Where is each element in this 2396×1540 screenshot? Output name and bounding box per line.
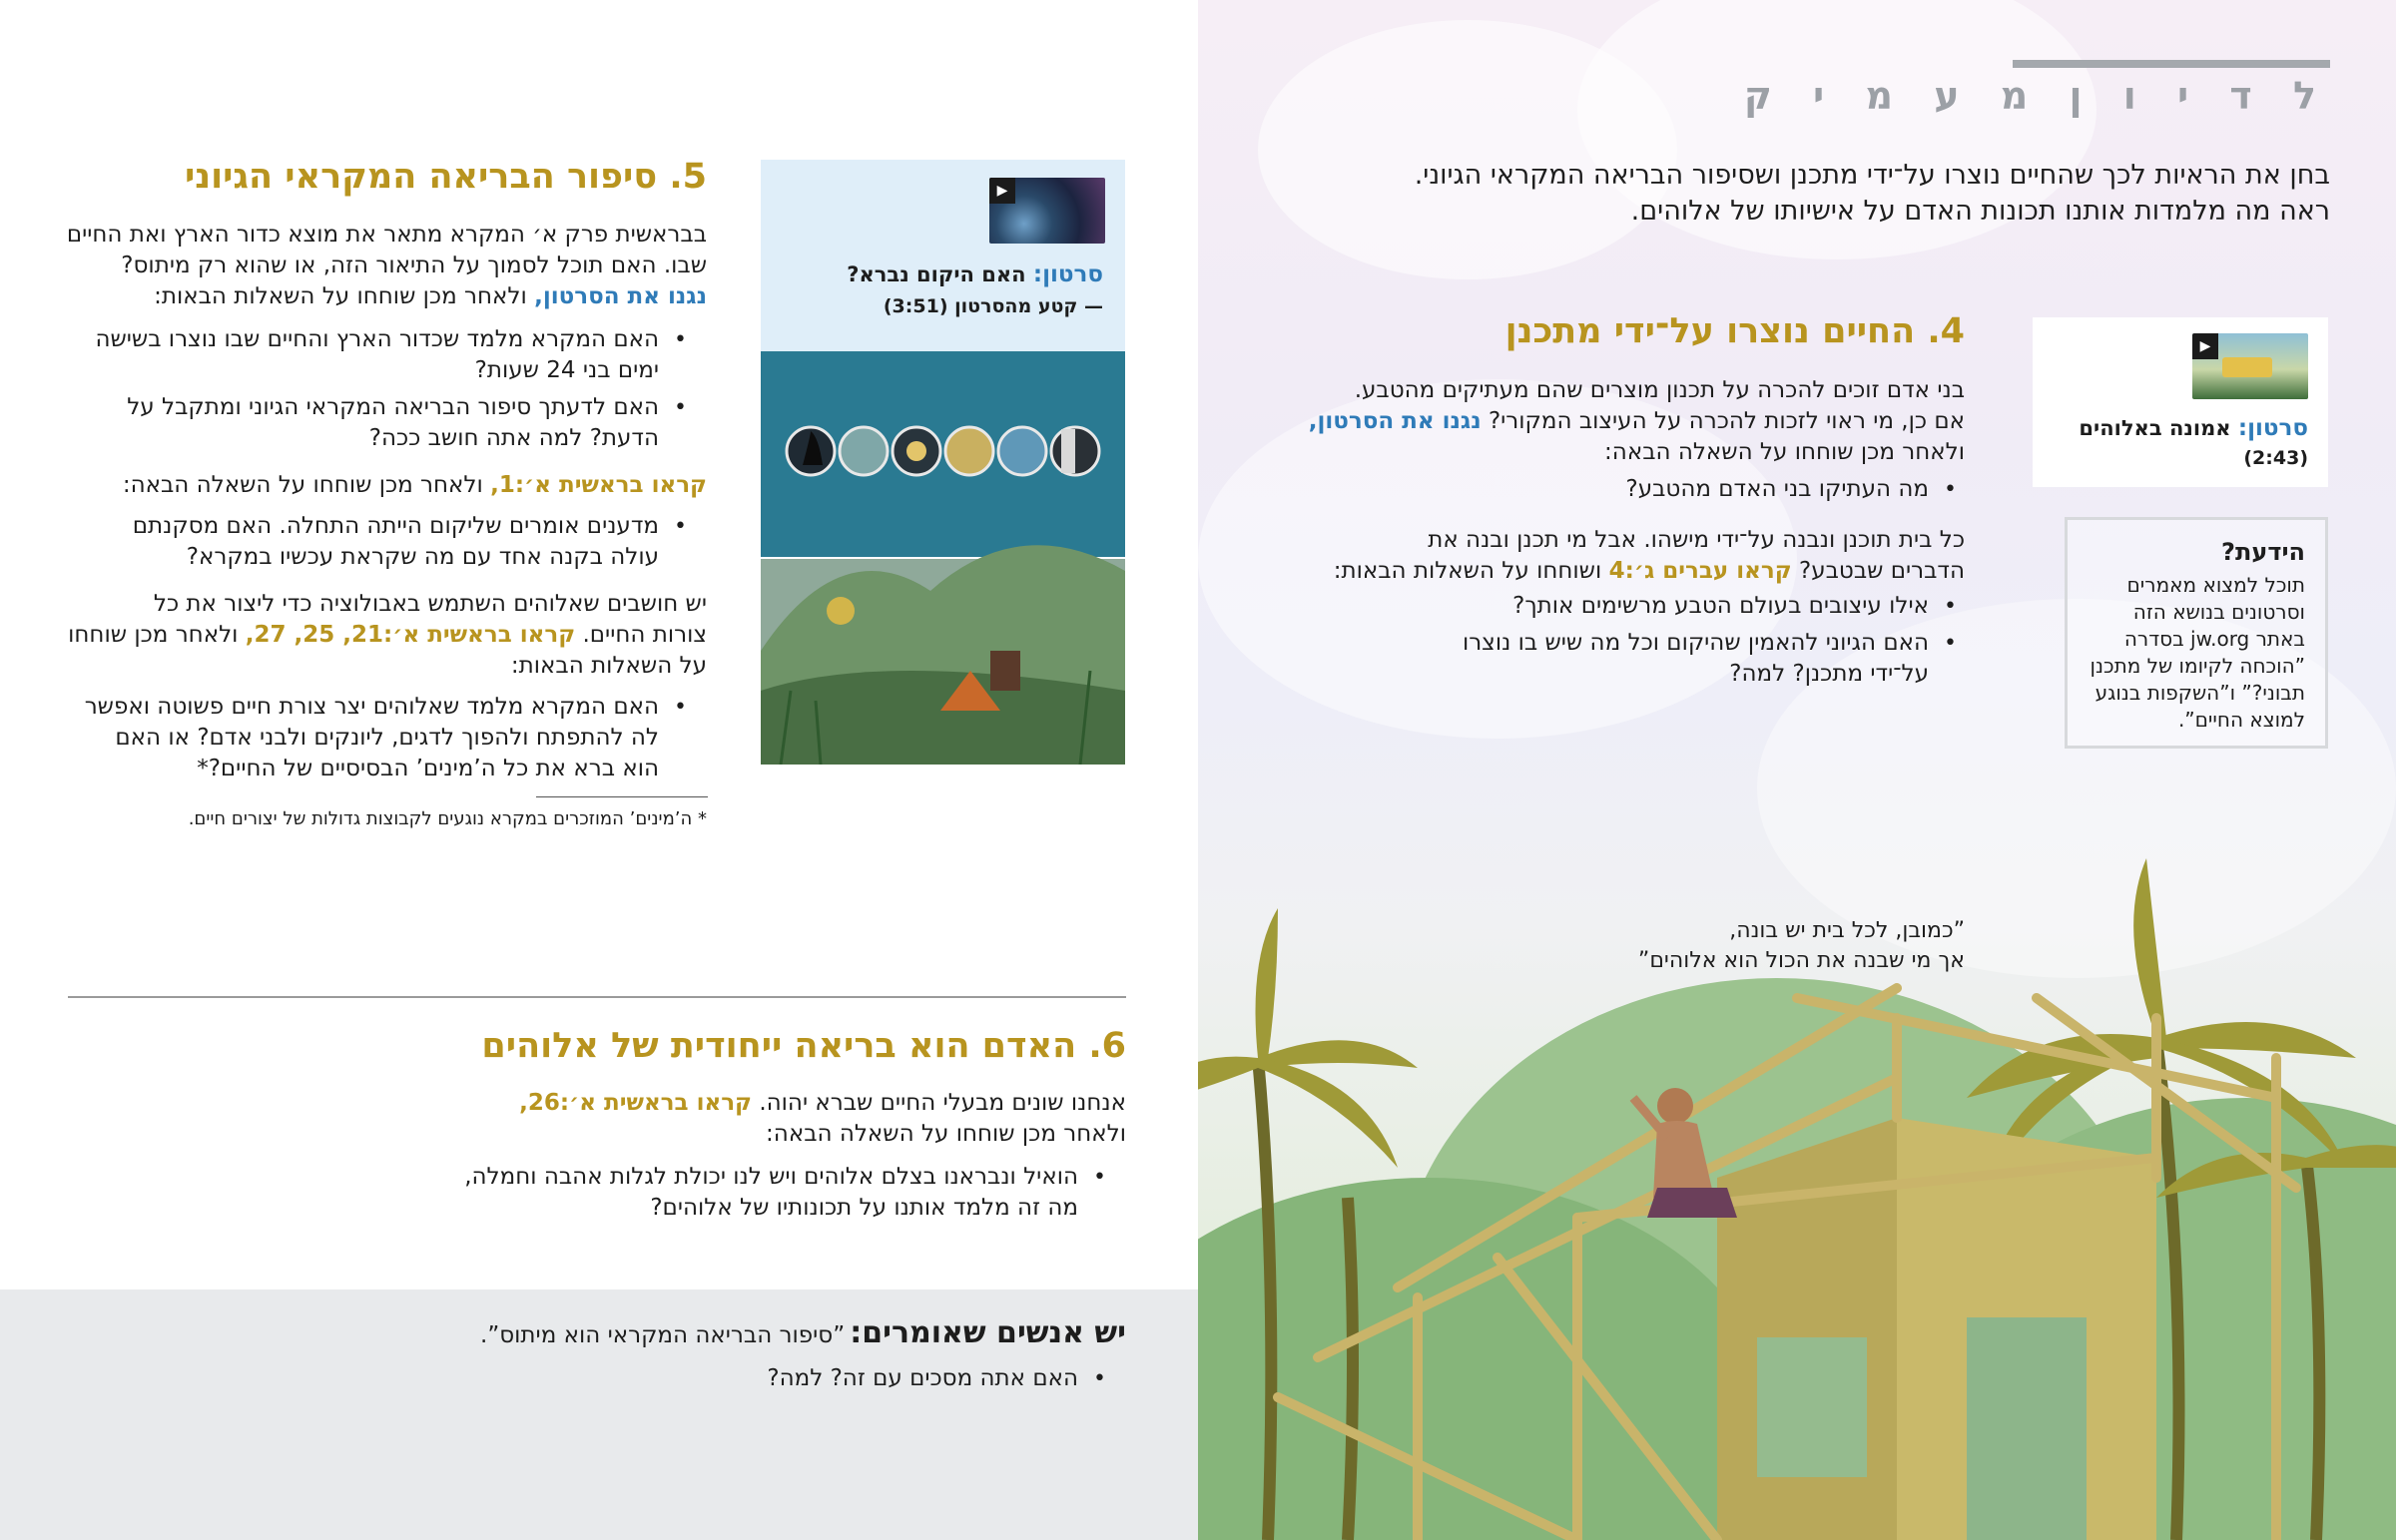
section-5-title: 5. סיפור הבריאה המקראי הגיוני bbox=[184, 157, 707, 197]
some-say-questions bbox=[180, 1363, 1126, 1400]
section-5-text-part: צורות החיים. bbox=[582, 622, 707, 648]
section-4-text: כל בית תוכנן ונבנה על־ידי מישהו. אבל מי תכנן ובנה את bbox=[1428, 527, 1965, 553]
video-title-line bbox=[847, 261, 1103, 287]
video-subtitle: — קטע מהסרטון (3:51) bbox=[883, 295, 1103, 317]
question-line: הואיל ונבראנו בצלם אלוהים ויש לנו יכולת לגלות אהבה וחמלה, bbox=[464, 1164, 1078, 1190]
section-5-text: על השאלות הבאות: bbox=[510, 653, 707, 679]
video-card-header bbox=[761, 160, 1125, 351]
intro-line: ראה מה מלמדות אותנו תכונות האדם על אישיותו של אלוהים. bbox=[1630, 196, 2330, 227]
question-line: האם הגיוני להאמין שהיקום וכל מה שיש בו נוצרו bbox=[1462, 630, 1929, 656]
section-4-text bbox=[1246, 406, 1965, 437]
question-line: לה להתפתח ולהפוך לדגים, ליונקים ולבני אדם? או האם bbox=[115, 725, 659, 751]
did-you-know-box bbox=[2065, 517, 2328, 749]
thumbnail-art bbox=[2222, 357, 2272, 377]
section-5-text bbox=[48, 281, 707, 312]
footnote-rule bbox=[536, 796, 708, 797]
video-card-faith[interactable] bbox=[2033, 317, 2328, 487]
section-5-questions bbox=[48, 511, 707, 573]
scripture-link[interactable]: קראו עברים ג׳:4 bbox=[1608, 558, 1792, 584]
some-say-label: יש אנשים שאומרים: bbox=[850, 1315, 1126, 1350]
play-icon[interactable]: ▶ bbox=[989, 178, 1015, 204]
video-title-line bbox=[2079, 415, 2308, 441]
section-5-text: בבראשית פרק א׳ המקרא מתאר את מוצא כדור הארץ ואת החיים bbox=[66, 222, 707, 248]
scripture-link[interactable]: קראו בראשית א׳:1, bbox=[490, 472, 707, 498]
question-line: האם המקרא מלמד שכדור הארץ והחיים שבו נוצרו בשישה bbox=[95, 326, 659, 352]
question-item bbox=[48, 392, 659, 454]
page-heading-rule bbox=[2013, 60, 2330, 68]
scripture-link[interactable]: קראו בראשית א׳:26, bbox=[519, 1090, 752, 1116]
section-5-text bbox=[48, 620, 707, 651]
video-duration: (2:43) bbox=[2243, 447, 2308, 469]
section-4-text-part: אם כן, מי ראוי לזכות להכרה על העיצוב המקורי? bbox=[1488, 408, 1965, 434]
section-6-text: ולאחר מכן שוחחו על השאלה הבאה: bbox=[766, 1121, 1126, 1147]
play-video-link[interactable]: נגנו את הסרטון, bbox=[534, 283, 707, 309]
question-line: האם לדעתך סיפור הבריאה המקראי הגיוני ומתקבל על bbox=[127, 394, 659, 420]
quote-line: ”כמובן, לכל בית יש בונה, bbox=[1729, 918, 1965, 943]
intro-text bbox=[1292, 158, 2330, 230]
video-card-universe[interactable] bbox=[761, 160, 1125, 765]
question-item bbox=[48, 324, 659, 386]
intro-line: בחן את הראיות לכך שהחיים נוצרו על־ידי מתכנן ושסיפור הבריאה המקראי הגיוני. bbox=[1414, 160, 2330, 191]
did-you-know-title: הידעת? bbox=[2221, 538, 2305, 566]
video-thumbnail[interactable] bbox=[989, 178, 1105, 244]
video-label: סרטון: bbox=[1032, 261, 1103, 287]
right-page bbox=[1198, 0, 2396, 1540]
section-5-text bbox=[48, 470, 707, 501]
section-5-text-part: ולאחר מכן שוחחו bbox=[68, 622, 239, 648]
section-4-questions bbox=[1246, 591, 1965, 690]
section-4-text-part: הדברים שבטבע? bbox=[1799, 558, 1965, 584]
section-5-questions bbox=[48, 324, 707, 454]
play-video-link[interactable]: נגנו את הסרטון, bbox=[1308, 408, 1482, 434]
some-say-quote: ”סיפור הבריאה המקראי הוא מיתוס”. bbox=[480, 1322, 846, 1348]
question-line: האם המקרא מלמד שאלוהים יצר צורת חיים פשוטה ואפשר bbox=[84, 694, 659, 720]
section-5-questions bbox=[48, 692, 707, 784]
section-4-text-part: ושוחחו על השאלות הבאות: bbox=[1333, 558, 1602, 584]
section-6-title: 6. האדם הוא בריאה ייחודית של אלוהים bbox=[481, 1026, 1126, 1066]
section-6-text bbox=[228, 1088, 1126, 1119]
section-4-title: 4. החיים נוצרו על־ידי מתכנן bbox=[1504, 311, 1965, 351]
section-4-body bbox=[1246, 375, 1965, 696]
question-line: מדענים אומרים שליקום הייתה התחלה. האם מסקנתם bbox=[132, 513, 659, 539]
section-5-text-part: ולאחר מכן שוחחו על השאלה הבאה: bbox=[122, 472, 483, 498]
question-line: ימים בני 24 שעות? bbox=[474, 357, 659, 383]
section-5-text: יש חושבים שאלוהים השתמש באבולוציה כדי ליצור את כל bbox=[153, 591, 707, 617]
section-4-questions bbox=[1246, 474, 1965, 505]
footnote: * ה’מינים’ המוזכרים במקרא נוגעים לקבוצות גדולות של יצורים חיים. bbox=[188, 808, 707, 829]
question-line: על־ידי מתכנן? למה? bbox=[1729, 661, 1929, 687]
question-item: • האם אתה מסכים עם זה? למה? bbox=[180, 1363, 1078, 1394]
video-thumbnail[interactable] bbox=[2192, 333, 2308, 399]
question-item bbox=[1246, 628, 1929, 690]
section-4-text bbox=[1246, 556, 1965, 587]
section-4-text: ולאחר מכן שוחחו על השאלה הבאה: bbox=[1604, 439, 1965, 465]
question-line: מה זה מלמד אותנו על תכונותיו של אלוהים? bbox=[650, 1195, 1078, 1221]
question-item: • אילו עיצובים בעולם הטבע מרשימים אותך? bbox=[1246, 591, 1929, 622]
section-6-body bbox=[228, 1088, 1126, 1230]
section-5-text: שבו. האם תוכל לסמוך על התיאור הזה, או שהוא רק מיתוס? bbox=[121, 253, 707, 278]
question-line: עולה בקנה אחד עם מה שקראת עכשיו במקרא? bbox=[186, 544, 659, 570]
quote-line: אך מי שבנה את הכול הוא אלוהים” bbox=[1637, 948, 1965, 973]
section-5-text-part: ולאחר מכן שוחחו על השאלות הבאות: bbox=[154, 283, 527, 309]
section-6-text-part: אנחנו שונים מבעלי החיים שברא יהוה. bbox=[759, 1090, 1126, 1116]
some-say-heading bbox=[480, 1315, 1126, 1350]
question-line: הוא ברא את כל ה’מינים’ הבסיסיים של החיים?* bbox=[197, 756, 659, 781]
page-heading: ל ד י ו ן מ ע מ י ק bbox=[1743, 74, 2330, 118]
question-item bbox=[48, 692, 659, 784]
video-title: האם היקום נברא? bbox=[847, 262, 1026, 286]
video-title: אמונה באלוהים bbox=[2079, 416, 2231, 440]
scripture-quote bbox=[1638, 916, 1965, 976]
scripture-link[interactable]: קראו בראשית א׳:21, 25, 27, bbox=[245, 622, 576, 648]
section-divider bbox=[68, 996, 1126, 998]
question-item: • מה העתיקו בני האדם מהטבע? bbox=[1246, 474, 1929, 505]
did-you-know-body: תוכל למצוא מאמרים וסרטונים בנושא הזה באתר jw.org בסדרה ”הוכחה לקיומו של מתכנן תבוני?” ו”השקפות בנוגע למוצא החיים”. bbox=[2090, 573, 2305, 732]
play-icon[interactable]: ▶ bbox=[2192, 333, 2218, 359]
question-item bbox=[228, 1162, 1078, 1224]
section-5-body bbox=[48, 220, 707, 790]
question-item bbox=[48, 511, 659, 573]
video-label: סרטון: bbox=[2237, 415, 2308, 441]
section-4-text: בני אדם זוכים להכרה על תכנון מוצרים שהם מעתיקים מהטבע. bbox=[1354, 377, 1965, 403]
section-6-questions bbox=[228, 1162, 1126, 1224]
creation-days-illustration bbox=[761, 351, 1125, 765]
question-line: הדעת? למה אתה חושב ככה? bbox=[368, 425, 659, 451]
